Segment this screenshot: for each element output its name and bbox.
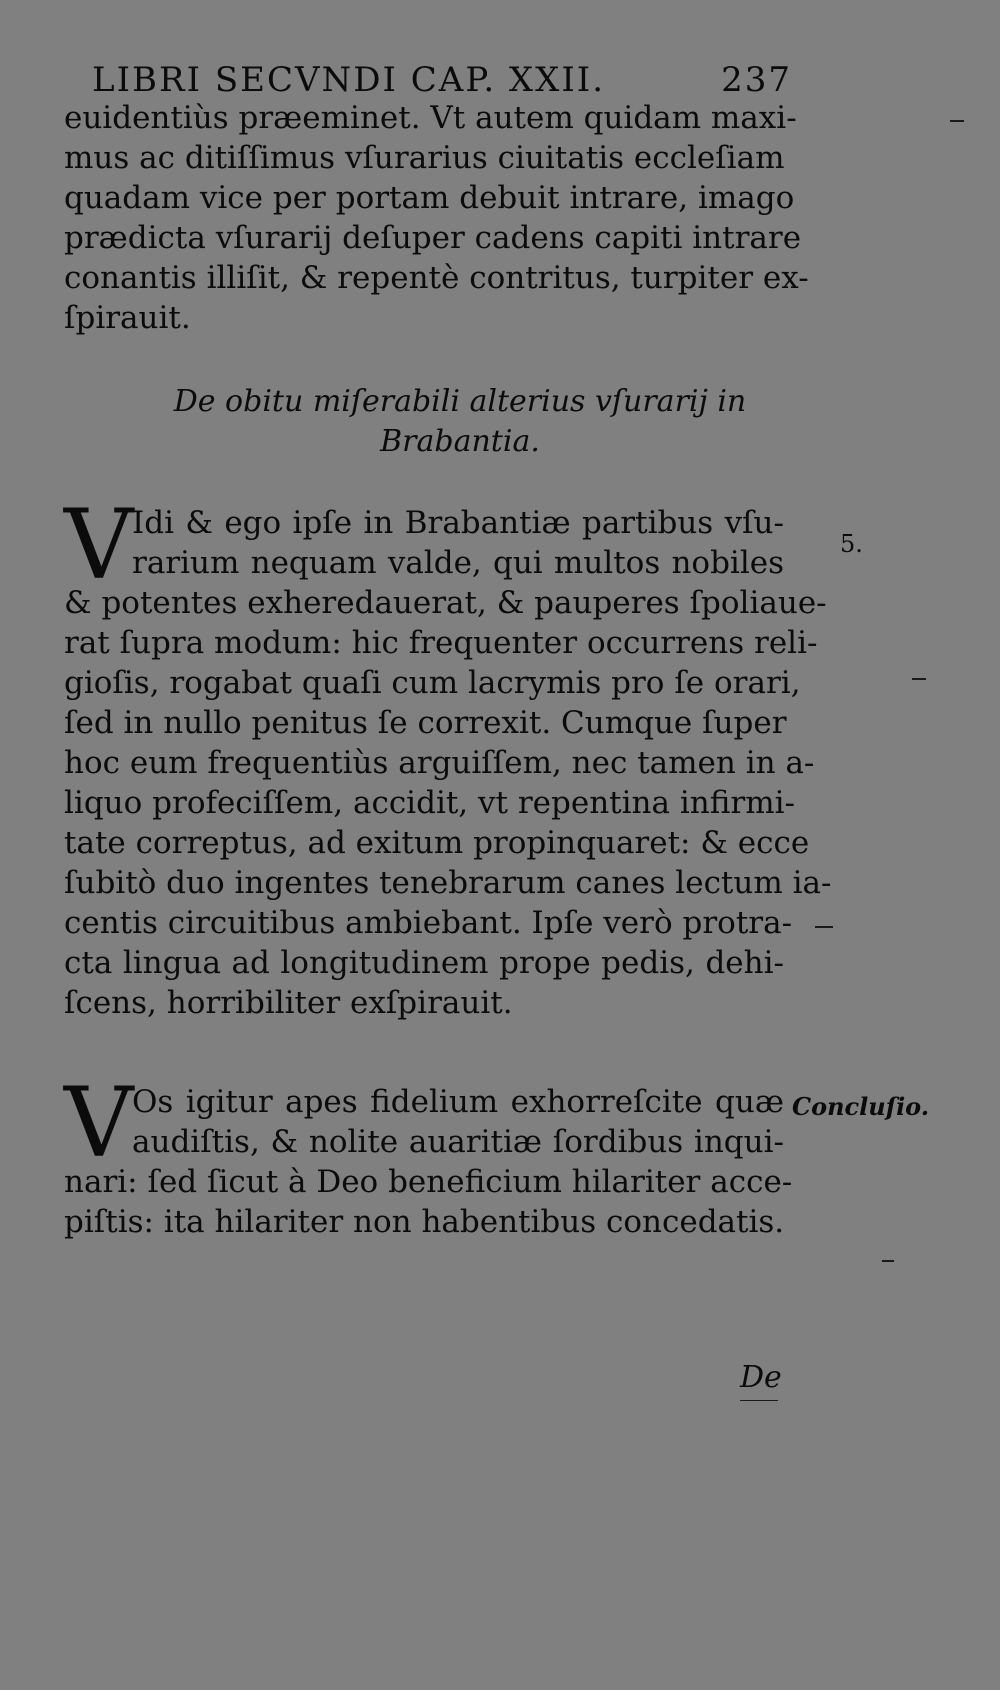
- text-line: mus ac ditiſſimus vſurarius ciuitatis eccleſiam: [64, 140, 785, 176]
- text-line: tate correptus, ad exitum propinquaret: & ecce: [64, 825, 810, 861]
- section-heading-line-2: Brabantia.: [380, 424, 540, 459]
- scan-speck: [882, 1260, 894, 1262]
- scan-speck: [815, 926, 833, 928]
- catchword: De: [740, 1360, 782, 1395]
- scan-speck: [740, 1400, 778, 1401]
- text-line: Idi & ego ipſe in Brabantiæ partibus vſu-: [132, 505, 784, 541]
- text-line: ſcens, horribiliter exſpirauit.: [64, 985, 513, 1021]
- text-line: ſed in nullo penitus ſe correxit. Cumque ſuper: [64, 705, 787, 741]
- text-line: rat ſupra modum: hic frequenter occurrens reli-: [64, 625, 818, 661]
- text-line: audiſtis, & nolite auaritiæ ſordibus inqui-: [132, 1124, 784, 1160]
- marginal-section-number: 5.: [840, 530, 863, 558]
- text-line: Os igitur apes fidelium exhorreſcite quæ: [132, 1084, 784, 1120]
- text-line: liquo profeciſſem, accidit, vt repentina infirmi-: [64, 785, 795, 821]
- text-line: & potentes exheredauerat, & pauperes ſpoliaue-: [64, 585, 827, 621]
- text-line: piſtis: ita hilariter non habentibus concedatis.: [64, 1204, 785, 1240]
- drop-cap-initial: V: [64, 489, 134, 601]
- text-line: euidentiùs præeminet. Vt autem quidam maxi-: [64, 100, 797, 136]
- text-line: cta lingua ad longitudinem prope pedis, dehi-: [64, 945, 784, 981]
- text-line: gioſis, rogabat quaſi cum lacrymis pro ſe orari,: [64, 665, 801, 701]
- text-line: ſpirauit.: [64, 300, 191, 336]
- scan-speck: [950, 120, 964, 122]
- scan-speck: [912, 678, 926, 680]
- text-line: centis circuitibus ambiebant. Ipſe verò protra-: [64, 905, 793, 941]
- text-line: quadam vice per portam debuit intrare, imago: [64, 180, 795, 216]
- marginal-note-conclusio: Concluſio.: [792, 1092, 930, 1121]
- running-title: LIBRI SECVNDI CAP. XXII.: [92, 60, 606, 100]
- section-heading-line-1: De obitu miſerabili alterius vſurarij in: [173, 384, 747, 419]
- text-line: nari: ſed ſicut à Deo beneficium hilariter acce-: [64, 1164, 793, 1200]
- text-line: prædicta vſurarij deſuper cadens capiti intrare: [64, 220, 802, 256]
- drop-cap-initial: V: [64, 1067, 134, 1179]
- text-line: hoc eum frequentiùs arguiſſem, nec tamen in a-: [64, 745, 815, 781]
- text-line: rarium nequam valde, qui multos nobiles: [132, 545, 784, 581]
- page-number: 237: [721, 60, 792, 100]
- text-line: conantis illiſit, & repentè contritus, turpiter ex-: [64, 260, 809, 296]
- text-line: ſubitò duo ingentes tenebrarum canes lectum ia-: [64, 865, 832, 901]
